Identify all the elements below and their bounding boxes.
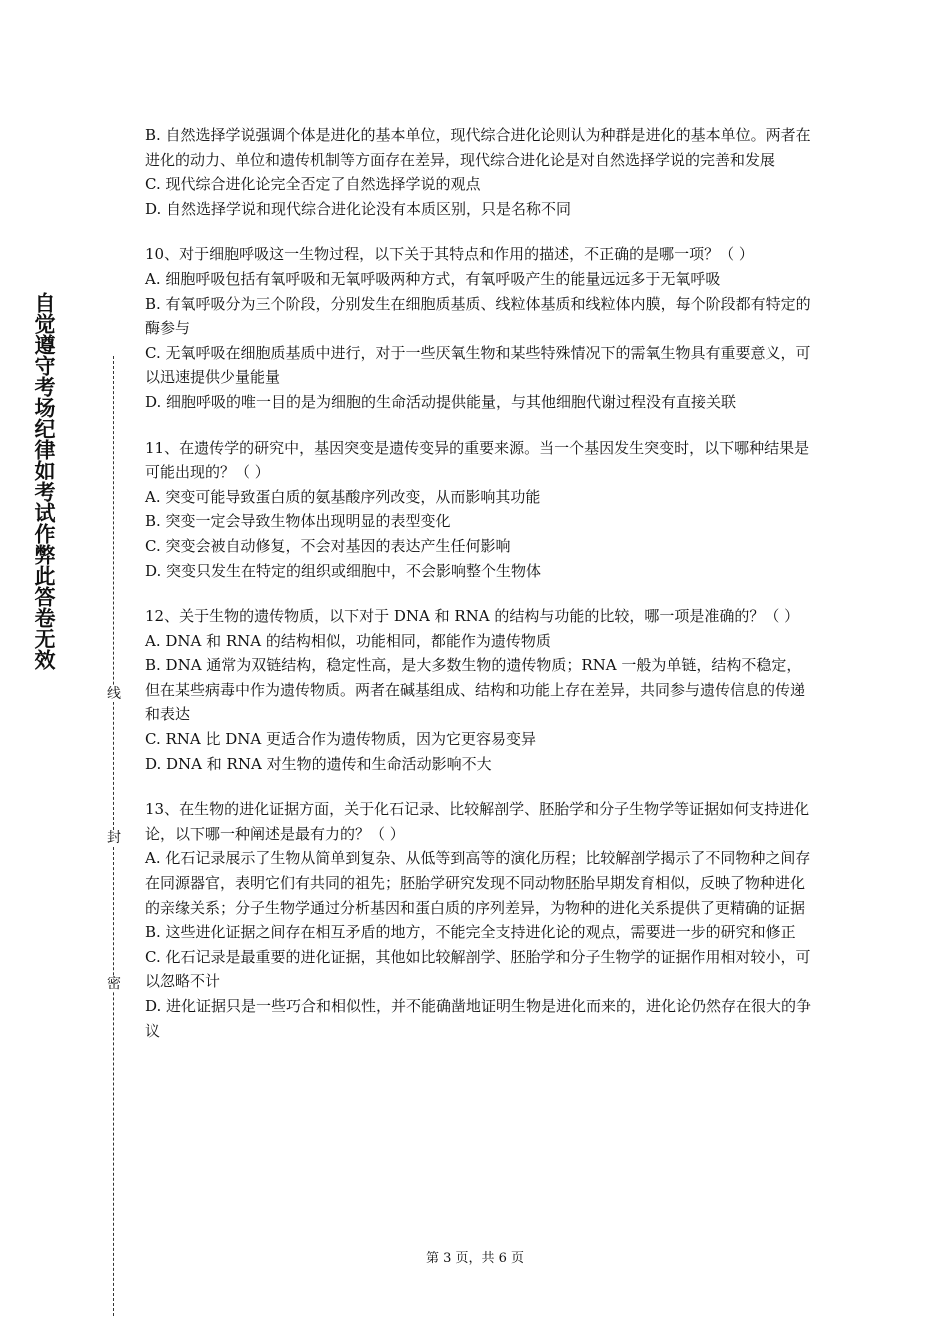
option-c: C. 无氧呼吸在细胞质基质中进行，对于一些厌氧生物和某些特殊情况下的需氧生物具有重要意义，可以迅速提供少量能量 [145,343,811,387]
question-stem: 11、在遗传学的研究中，基因突变是遗传变异的重要来源。当一个基因发生突变时，以下哪种结果是可能出现的？（ ） [145,438,810,482]
option-c: C. 突变会被自动修复，不会对基因的表达产生任何影响 [145,536,511,555]
seal-mark-seal: 封 [107,830,121,846]
option-d: D. 细胞呼吸的唯一目的是为细胞的生命活动提供能量，与其他细胞代谢过程没有直接关联 [145,392,737,411]
seal-mark-secret: 密 [107,976,121,992]
option-a: A. 细胞呼吸包括有氧呼吸和无氧呼吸两种方式，有氧呼吸产生的能量远远多于无氧呼吸 [145,269,721,288]
option-d: D. 自然选择学说和现代综合进化论没有本质区别，只是名称不同 [145,199,572,218]
question-9-continued [145,123,813,221]
option-b: B. 自然选择学说强调个体是进化的基本单位，现代综合进化论则认为种群是进化的基本单位。两者在进化的动力、单位和遗传机制等方面存在差异，现代综合进化论是对自然选择学说的完善和发展 [145,126,811,169]
option-d: D. DNA 和 RNA 对生物的遗传和生命活动影响不大 [145,754,492,773]
seal-mark-line: 线 [107,686,121,702]
question-13 [145,797,813,1043]
option-c: C. 现代综合进化论完全否定了自然选择学说的观点 [145,175,481,194]
exam-discipline-note: 自觉遵守考场纪律如考试作弊此答卷无效 [32,292,56,670]
option-d: D. 进化证据只是一些巧合和相似性，并不能确凿地证明生物是进化而来的，进化论仍然存在很大的争议 [145,997,812,1040]
question-stem: 12、关于生物的遗传物质，以下对于 DNA 和 RNA 的结构与功能的比较，哪一项是准确的？（ ） [145,607,800,626]
option-a: A. DNA 和 RNA 的结构相似，功能相同，都能作为遗传物质 [145,631,551,650]
option-d: D. 突变只发生在特定的组织或细胞中，不会影响整个生物体 [145,561,542,580]
question-10 [145,242,813,414]
option-a: A. 化石记录展示了生物从简单到复杂、从低等到高等的演化历程；比较解剖学揭示了不同物种之间存在同源器官，表明它们有共同的祖先；胚胎学研究发现不同动物胚胎早期发育相似，反映了物种进化的亲缘关系；分子生物学通过分析基因和蛋白质的序列差异，为物种的进化关系提供了更精确的证据 [145,849,811,917]
page-number-footer: 第 3 页，共 6 页 [425,1251,525,1266]
option-c: C. RNA 比 DNA 更适合作为遗传物质，因为它更容易变异 [145,730,537,749]
option-b: B. 突变一定会导致生物体出现明显的表型变化 [145,512,451,531]
option-c: C. 化石记录是最重要的进化证据，其他如比较解剖学、胚胎学和分子生物学的证据作用相对较小，可以忽略不计 [145,947,811,991]
question-list [145,123,813,1043]
question-12 [145,604,813,776]
option-b: B. DNA 通常为双链结构，稳定性高，是大多数生物的遗传物质；RNA 一般为单链，结构不稳定，但在某些病毒中作为遗传物质。两者在碱基组成、结构和功能上存在差异，共同参与遗传信息的传递和表达 [145,656,806,724]
question-11 [145,436,813,584]
option-a: A. 突变可能导致蛋白质的氨基酸序列改变，从而影响其功能 [145,487,541,506]
option-b: B. 有氧呼吸分为三个阶段，分别发生在细胞质基质、线粒体基质和线粒体内膜，每个阶段都有特定的酶参与 [145,294,811,338]
option-b: B. 这些进化证据之间存在相互矛盾的地方，不能完全支持进化论的观点，需要进一步的研究和修正 [145,923,796,942]
question-stem: 13、在生物的进化证据方面，关于化石记录、比较解剖学、胚胎学和分子生物学等证据如何支持进化论，以下哪一种阐述是最有力的？（ ） [145,800,810,843]
question-stem: 10、对于细胞呼吸这一生物过程，以下关于其特点和作用的描述，不正确的是哪一项？（ ） [145,245,754,264]
